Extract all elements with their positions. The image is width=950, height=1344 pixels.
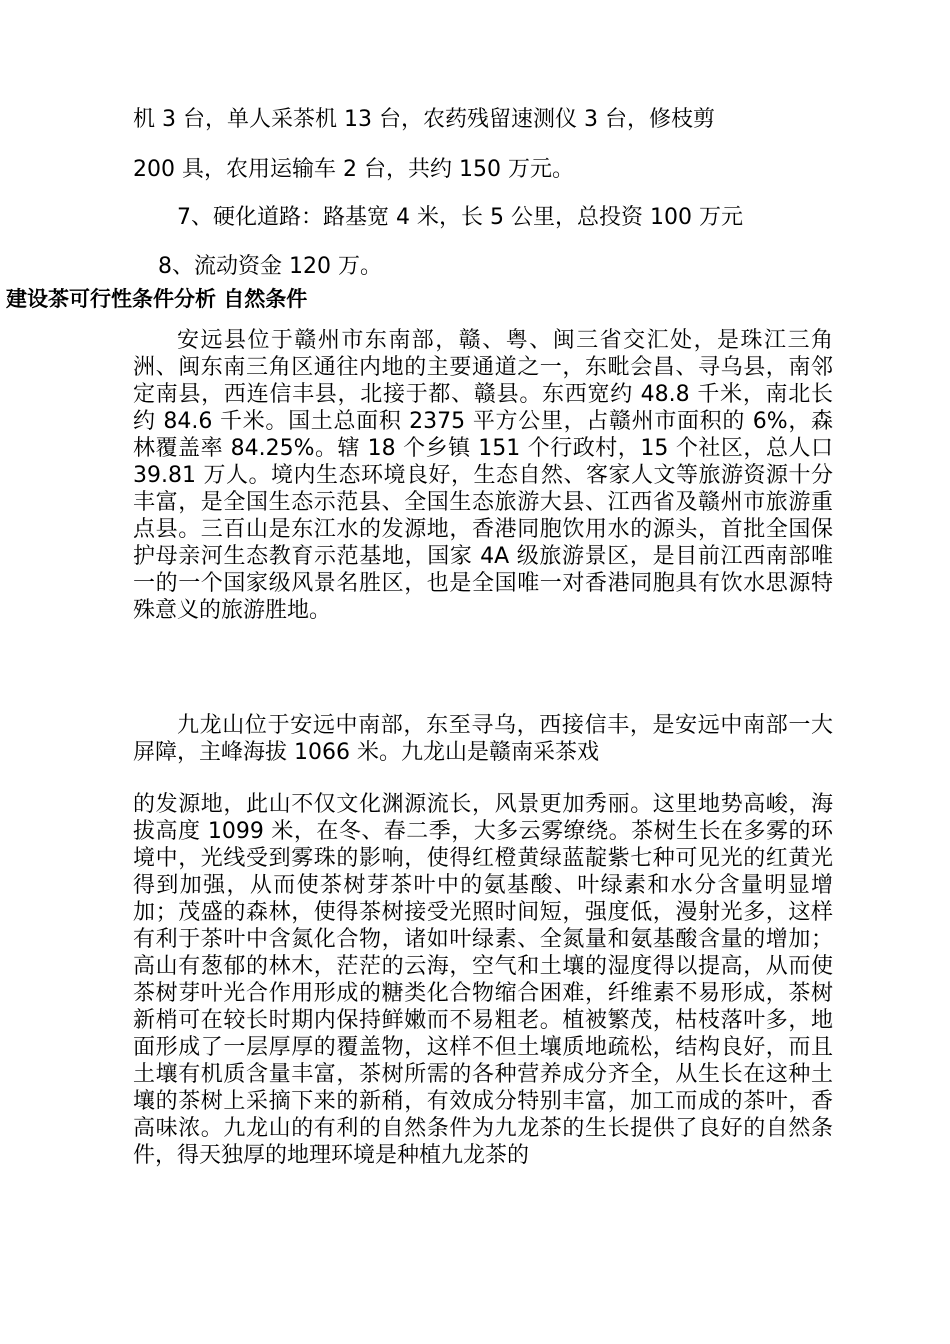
- paragraph-anyuan-county: 安远县位于赣州市东南部，赣、粤、闽三省交汇处，是珠江三角洲、闽东南三角区通往内地的主要通道之一，东毗会昌、寻乌县，南邻定南县，西连信丰县，北接于都、赣县。东西宽约 48.8 千米，南北长约 84.6 千米。国土总面积 2375 平方公里，占赣州市面积的 6%，森林覆盖率 84.25%。辖 18 个乡镇 151 个行政村，15 个社区，总人口 39.81 万人。境内生态环境良好，生态自然、客家人文等旅游资源十分丰富，是全国生态示范县、全国生态旅游大县、江西省及赣州市旅游重点县。三百山是东江水的发源地，香港同胞饮用水的源头，首批全国保护母亲河生态教育示范基地，国家 4A 级旅游景区，是目前江西南部唯一的一个国家级风景名胜区，也是全国唯一对香港同胞具有饮水思源特殊意义的旅游胜地。: [133, 328, 833, 623]
- text-line-equipment-total: 200 具，农用运输车 2 台，共约 150 万元。: [133, 157, 574, 182]
- text-line-road: 7、硬化道路：路基宽 4 米，长 5 公里，总投资 100 万元: [177, 205, 743, 230]
- text-line-working-capital: 8、流动资金 120 万。: [158, 254, 382, 279]
- text-line-equipment: 机 3 台，单人采茶机 13 台，农药残留速测仪 3 台，修枝剪: [133, 107, 715, 132]
- paragraph-jiulong-mountain: 九龙山位于安远中南部，东至寻乌，西接信丰，是安远中南部一大屏障，主峰海拔 1066 米。九龙山是赣南采茶戏: [133, 713, 833, 765]
- paragraph-tea-conditions: 的发源地，此山不仅文化渊源流长，风景更加秀丽。这里地势高峻，海拔高度 1099 米，在冬、春二季，大多云雾缭绕。茶树生长在多雾的环境中，光线受到雾珠的影响，使得红橙黄绿蓝靛紫七种可见光的红黄光得到加强，从而使茶树芽茶叶中的氨基酸、叶绿素和水分含量明显增加；茂盛的森林，使得茶树接受光照时间短，强度低，漫射光多，这样有利于茶叶中含氮化合物，诸如叶绿素、全氮量和氨基酸含量的增加；高山有葱郁的林木，茫茫的云海，空气和土壤的湿度得以提高，从而使茶树芽叶光合作用形成的糖类化合物缩合困难，纤维素不易形成，茶树新梢可在较长时期内保持鲜嫩而不易粗老。植被繁茂，枯枝落叶多，地面形成了一层厚厚的覆盖物，这样不但土壤质地疏松，结构良好，而且土壤有机质含量丰富，茶树所需的各种营养成分齐全，从生长在这种土壤的茶树上采摘下来的新稍，有效成分特别丰富，加工而成的茶叶，香高味浓。九龙山的有利的自然条件为九龙茶的生长提供了良好的自然条件，得天独厚的地理环境是种植九龙茶的: [133, 792, 833, 1168]
- section-heading: 建设茶可行性条件分析 自然条件: [6, 287, 308, 311]
